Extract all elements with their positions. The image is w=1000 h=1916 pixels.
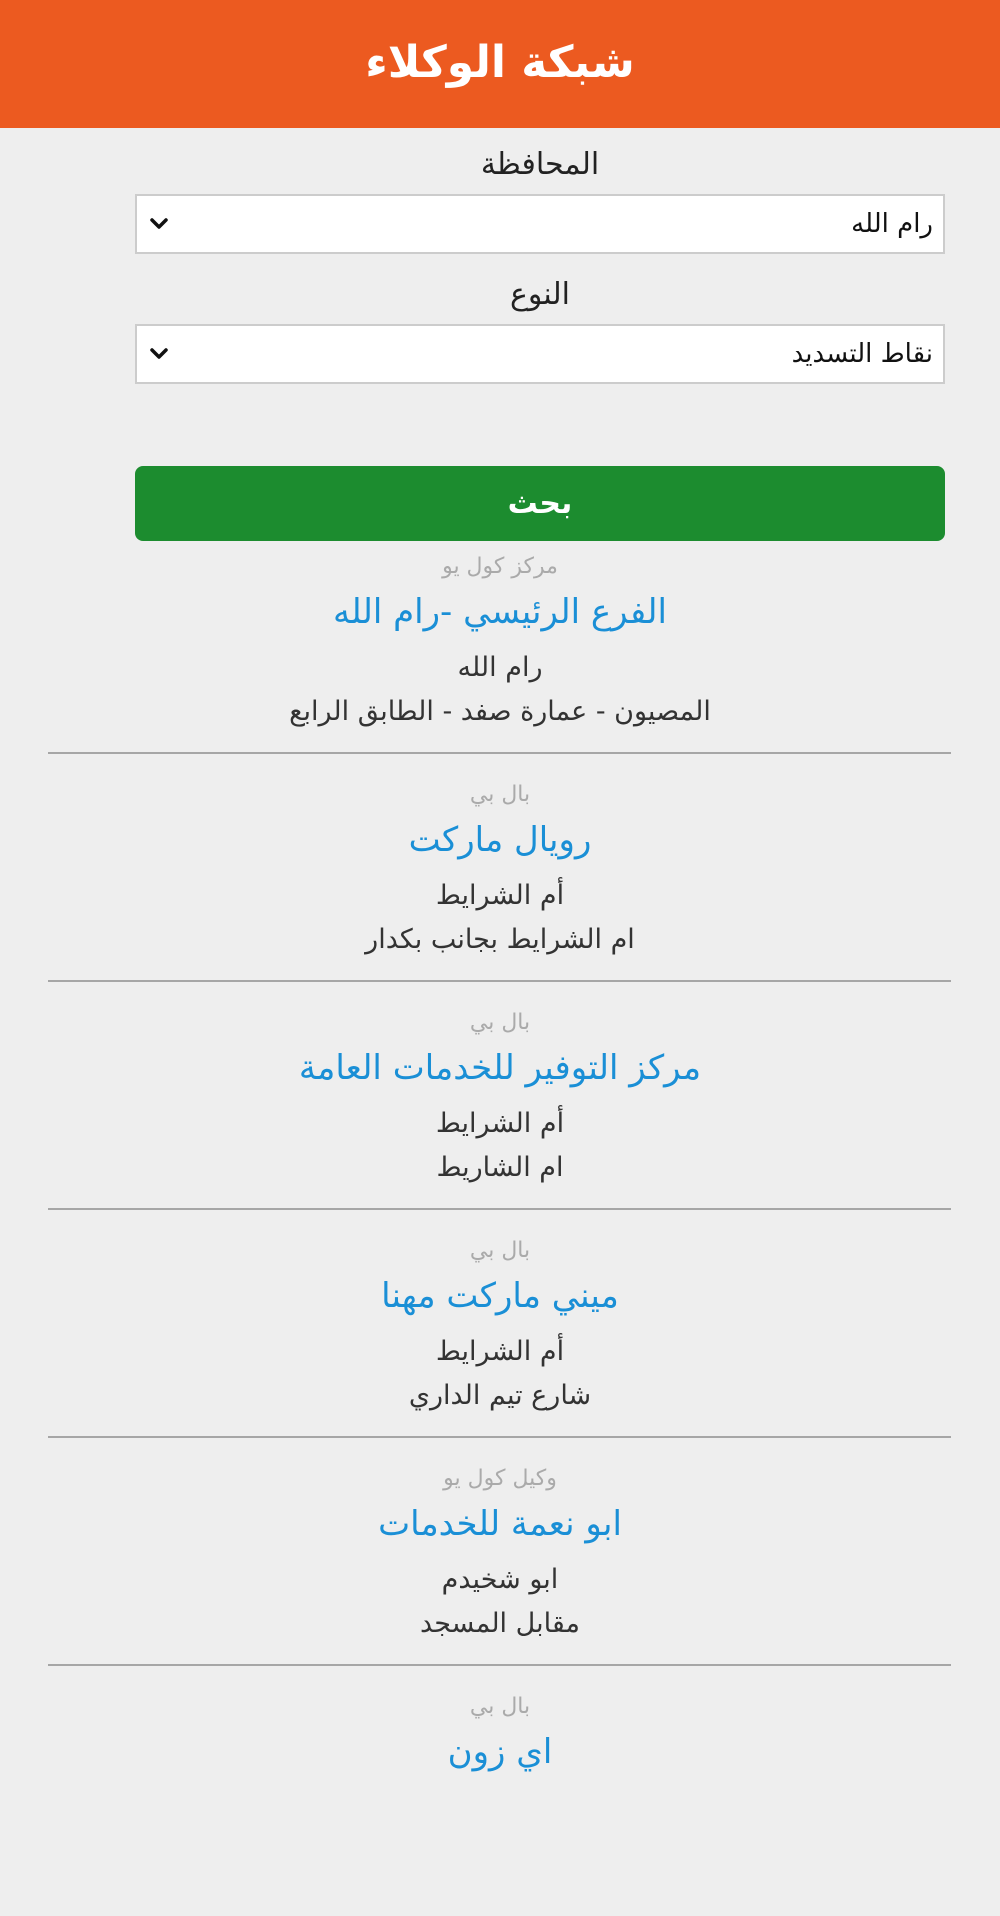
agent-type: بال بي (469, 1694, 531, 1719)
agent-name: الفرع الرئيسي -رام الله (333, 592, 667, 632)
list-item[interactable] (0, 776, 1000, 1004)
agent-city: أم الشرايط (435, 880, 565, 911)
divider (48, 1436, 951, 1438)
type-select[interactable] (135, 324, 945, 384)
search-button[interactable]: بحث (135, 466, 945, 541)
agent-city: ابو شخيدم (441, 1564, 559, 1595)
governorate-label: المحافظة (480, 147, 600, 182)
search-form (135, 128, 945, 384)
agent-address: شارع تيم الداري (408, 1380, 592, 1411)
agent-address: ام الشاريط (436, 1152, 564, 1183)
chevron-down-icon (145, 210, 173, 238)
agent-type: بال بي (469, 1010, 531, 1035)
list-item[interactable] (0, 1688, 1000, 1916)
agent-name: ميني ماركت مهنا (381, 1276, 619, 1316)
type-selected-value: نقاط التسديد (791, 339, 933, 369)
agent-city: أم الشرايط (435, 1336, 565, 1367)
chevron-down-icon (145, 340, 173, 368)
page-title: شبكة الوكلاء (365, 36, 635, 88)
governorate-selected-value: رام الله (851, 209, 933, 239)
list-item[interactable] (0, 1232, 1000, 1460)
governorate-select[interactable] (135, 194, 945, 254)
agent-address: ام الشرايط بجانب بكدار (365, 924, 635, 955)
agent-city: رام الله (457, 652, 543, 683)
list-item[interactable] (0, 1004, 1000, 1232)
list-item[interactable] (0, 1460, 1000, 1688)
agent-name: مركز التوفير للخدمات العامة (298, 1048, 702, 1088)
agent-type: بال بي (469, 1238, 531, 1263)
divider (48, 980, 951, 982)
type-label: النوع (510, 277, 570, 312)
agent-name: ابو نعمة للخدمات (378, 1504, 622, 1544)
agent-type: وكيل كول يو (443, 1466, 557, 1491)
agent-name: رويال ماركت (408, 820, 592, 860)
agent-name: اي زون (447, 1732, 553, 1772)
agent-type: مركز كول يو (442, 554, 558, 579)
divider (48, 1664, 951, 1666)
list-item[interactable] (0, 548, 1000, 776)
agent-address: المصيون - عمارة صفد - الطابق الرابع (289, 696, 711, 727)
agent-address: مقابل المسجد (420, 1608, 580, 1639)
app-header (0, 0, 1000, 128)
agents-list (0, 548, 1000, 1916)
agent-type: بال بي (469, 782, 531, 807)
divider (48, 1208, 951, 1210)
divider (48, 752, 951, 754)
agent-city: أم الشرايط (435, 1108, 565, 1139)
